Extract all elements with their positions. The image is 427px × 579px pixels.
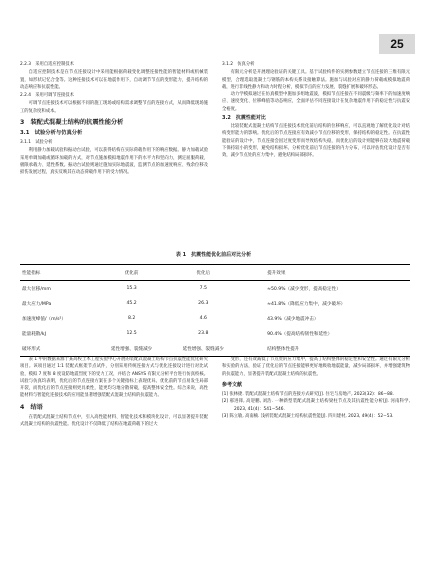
table-row	[20, 326, 410, 341]
paragraph: 可调节点连接技术可以根据不同的施工现场或结构需求调整节点的连接方式，从而降低现场施工的复杂度和成本。	[20, 101, 208, 114]
table-cell: 45.2	[126, 301, 137, 306]
table-header: 性能指标	[20, 265, 96, 281]
table-row	[20, 341, 410, 357]
table-cell: 4.6	[199, 316, 207, 321]
left-column-bottom	[20, 356, 208, 428]
table-row	[20, 296, 410, 311]
heading-section-3: 3 装配式混凝土结构的抗震性能分析	[20, 119, 124, 127]
heading-2-2-3: 2.2.3 采用自适应控制技术	[20, 62, 74, 67]
table-cell: 90.4%（提高结构韧性和延性）	[267, 331, 333, 337]
table-cell: 7.5	[199, 286, 207, 291]
table-header: 优化前	[96, 265, 168, 281]
table-cell: 43.9%（减少地震冲击）	[267, 316, 319, 322]
table-row	[20, 311, 410, 326]
table-cell: 最大应力/MPa	[22, 301, 52, 307]
paragraph: 有限元分析是开展理论验证的关键工具。基于试验构件的实测参数建立节点连接的三维有限元模型，合理选取混凝土与钢筋的本构关系及接触算法。施加与试验对应的静力荷载或模拟地震荷载，进行非线性静力和动力时程分析，模拟节点的应力发展、裂缝扩展和破坏形态。	[222, 70, 410, 90]
right-column-top	[222, 60, 410, 160]
table-cell: ≈41.8%（降低应力集中，减少破坏）	[267, 301, 346, 307]
table-cell: 延性增强、裂缝减少	[167, 341, 239, 357]
reference-item: [3] 陈立敏, 高南楠. 浅析装配式混凝土结构抗震性能[J]. 四川建材, 2023, 49(4)：52−53.	[222, 414, 394, 420]
table-cell: 最大位移/mm	[22, 286, 51, 292]
paragraph: 表 1 中的数据来源于某高校土木工程实验中心开展的装配式混凝土结构节点抗震性能优化研究项目。该项目通过 1∶1 装配式框架节点试件，分别采用传统连接方式与优化连接设计进行对比试验，模拟 7 度和 8 度设防地震烈度下的受力工况，并结合 ANSYS 有限元分析平台进行仿真校核。试验与仿真均表明，优化后的节点连接方案在多个关键指标上表现优异。优化前的节点易发生局部开裂，而优化后的节点连接则更具柔性，能更均匀地分散荷载，提高整体安全性。综合来说，高性能材料与智能化连接技术的应用能显著增强装配式混凝土结构的抗震能力。	[20, 357, 208, 399]
table-cell: 延性增强、裂缝减少	[96, 341, 168, 357]
left-column-top	[20, 60, 208, 177]
table-cell: 破坏形式	[20, 341, 96, 357]
paragraph: 比较装配式混凝土结构节点连接技术优化前后结构的位移响应，可以直观地了解优化设计对结构变形能力的影响。优化后的节点连接应有效减小节点位移的变形，保持结构的稳定性。在抗震性能验证的设计中，节点连接会因过度变形而导致结构失稳，而优化后的设计则能够在较大地震荷载下保持较小的变形，避免结构损坏。分析优化前后节点连接的内力分布，可以评估优化设计是否有效，减少节点处的应力集中，避免结构局部损坏。	[222, 124, 410, 159]
right-column-bottom	[222, 356, 410, 420]
table-header-row	[20, 265, 410, 281]
table-cell: 结构整体性提升	[239, 341, 410, 357]
heading-3-1-2: 3.1.2 仿真分析	[222, 62, 255, 67]
paragraph: 动力学模拟通过在仿真模型中施加多组地震波，模拟节点连接在不同震级与频率下的加速度响应、速度变化、位移峰值等动态响应，全面评估不同连接设计在复杂地震作用下的稳定性与抗震安全裕度。	[222, 92, 410, 112]
references-heading: 参考文献	[222, 381, 243, 388]
reference-item: [2] 郝进锋, 高迎鹏, 刘浩. 一种新型装配式混凝土结构梁柱节点及其抗震性能分析[J]. 河南科学, 2023, 41(4)：541−546.	[222, 399, 410, 412]
comparison-table	[20, 264, 410, 357]
table-caption: 表 1 抗震性能优化前后对比分析	[175, 252, 252, 258]
heading-3-2: 3.2 抗震性能对比	[222, 115, 266, 122]
reference-item: [1] 张林捷. 装配式混凝土结构节点的连接方式研究[J]. 住宅与房地产, 2023(32)：86−88.	[222, 392, 394, 398]
table-cell: 26.3	[198, 301, 209, 306]
heading-section-4: 4 结语	[20, 403, 43, 411]
table-header: 提升效果	[239, 265, 410, 281]
table-cell: 15.3	[126, 286, 137, 291]
table-cell: 能量耗散/kJ	[22, 331, 46, 337]
table-cell: ≈50.9%（减少变形，提高稳定性）	[267, 286, 341, 292]
paragraph: 变形，还有效减低了节点处的应力集中，提高了结构整体的稳定性和安全性。通过有限元分析和实验的方法，验证了优化后的节点连接能够更好地吸收地震能量，减少局部损坏，并增强建筑物的抗震能力，显著提升装配式混凝土结构的抗震性。	[222, 357, 410, 377]
paragraph: 利用静力加载试验和振动台试验，可以获得结构在实际荷载作用下的响应数据。静力加载试验采用单调加载或循环加载的方式，对节点施加模拟地震作用下的水平力和竖向力，测定屈服荷载、极限承载力、延性系数。振动台试验则通过施加实际地震波，监测节点的加速度响应、残余位移及损伤发展过程，真实反映其在动态荷载作用下的受力情况。	[20, 148, 208, 176]
table-row	[20, 281, 410, 297]
table-cell: 8.2	[127, 316, 136, 321]
heading-3-1-1: 3.1.1 试验分析	[20, 140, 53, 146]
heading-2-2-4: 2.2.4 采用可调节连接技术	[20, 93, 74, 99]
heading-3-1: 3.1 试验分析与仿真分析	[20, 130, 83, 137]
paragraph: 自适应控制技术是在节点连接设计中采用能根据荷载变化调整连接性能的智能材料或机械装置，如形状记忆合金等。这种连接技术可以在地震作用下，自动调节节点的变形能力，提升结构的动态响应和抗震性能。	[20, 70, 208, 90]
page-number: 25	[379, 34, 415, 54]
table-cell: 12.5	[126, 331, 137, 336]
table-header: 优化后	[167, 265, 239, 281]
paragraph: 在装配式混凝土结构节点中，引入高性能材料、智能化技术和模块化设计，可以显著提升装配式混凝土结构的抗震性能。优化设计不仅降低了结构在地震荷载下的过大	[20, 414, 208, 428]
table-cell: 23.8	[198, 331, 209, 336]
table-cell: 加速度峰值/（m/s²）	[22, 316, 66, 322]
